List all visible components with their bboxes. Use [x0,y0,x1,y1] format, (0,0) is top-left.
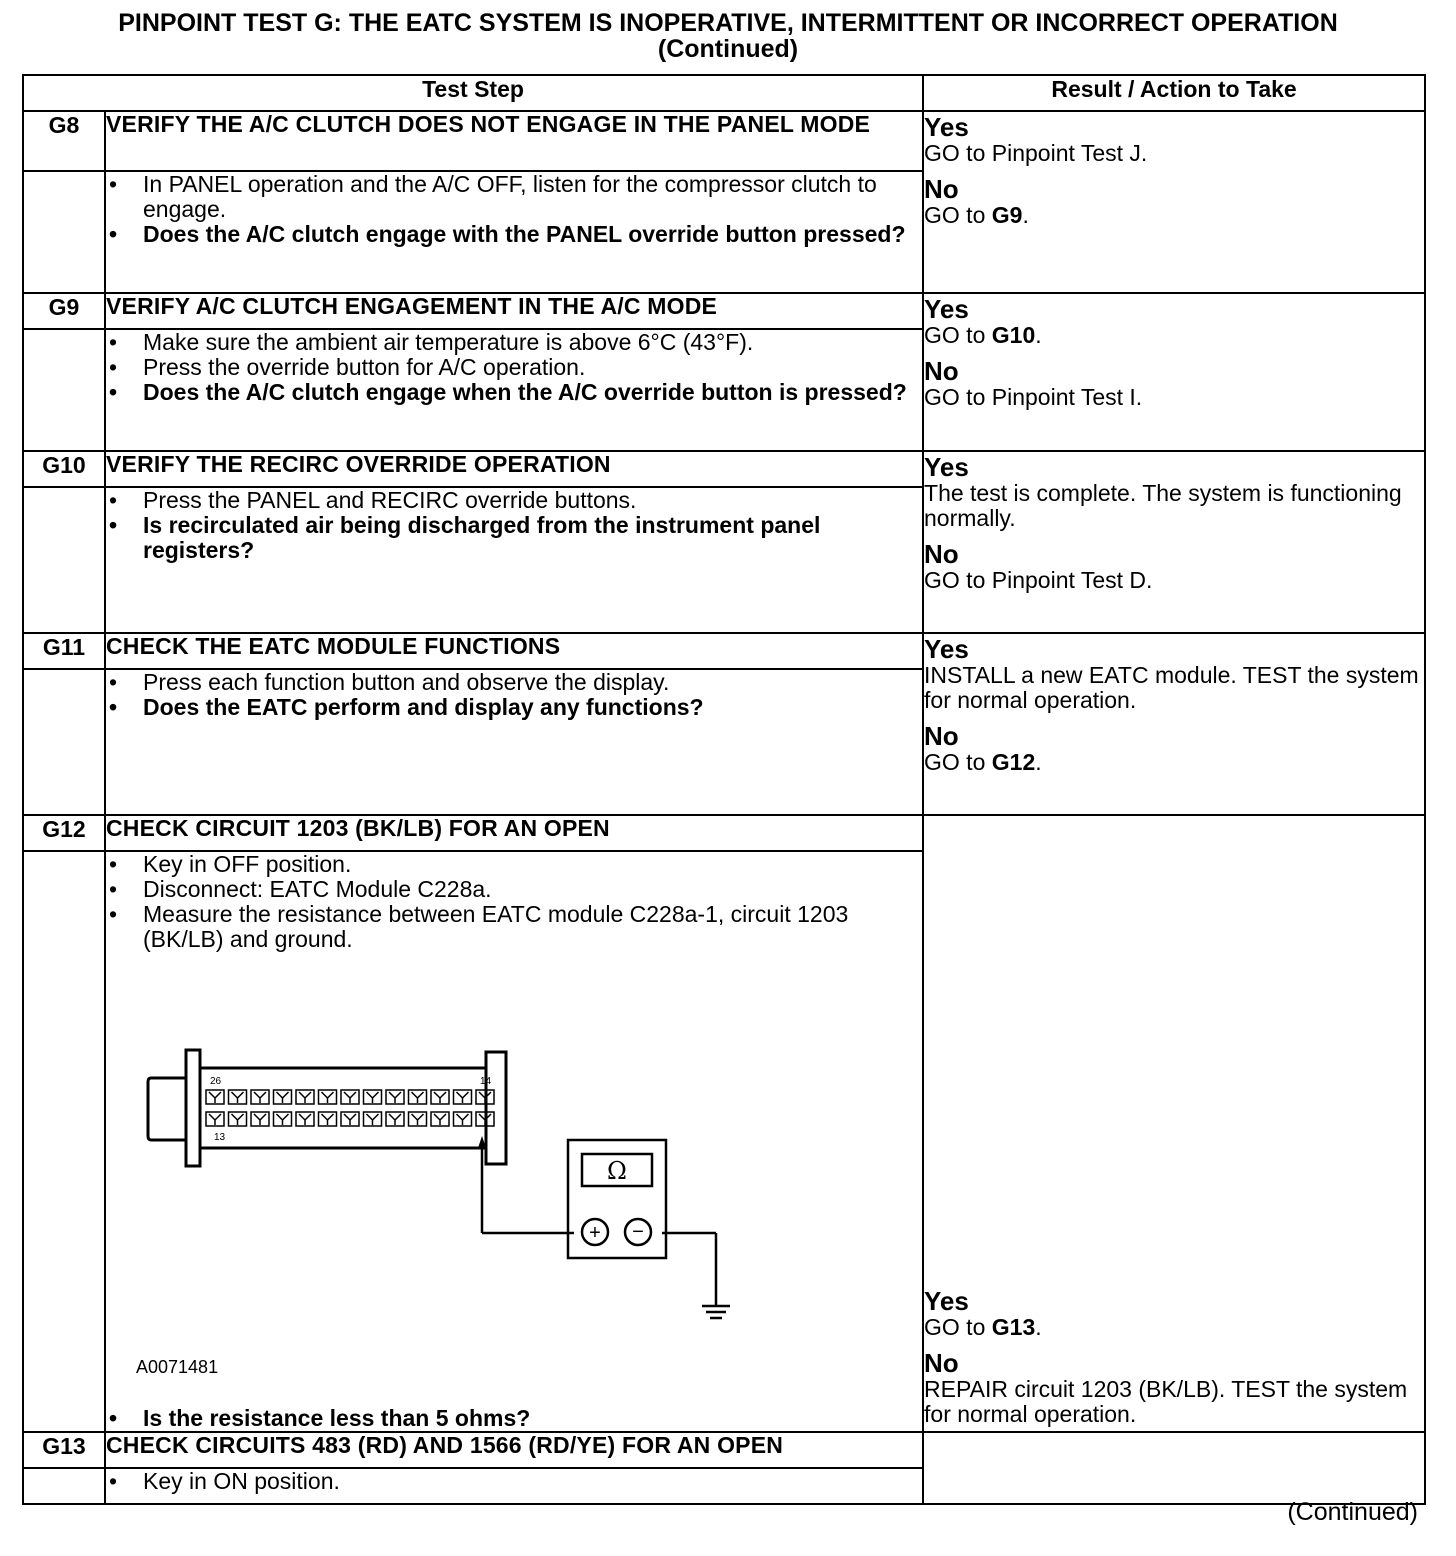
step-id-g11: G11 [23,633,105,669]
step-title-row-g8 [23,111,1425,171]
connector-flange-left [186,1050,200,1166]
yes-label: Yes [924,112,969,142]
connector-pin-contact [232,1092,244,1103]
no-action: GO to G9. [924,202,1029,228]
step-body-g9 [105,329,923,451]
step-id-g12: G12 [23,815,105,851]
yes-action: INSTALL a new EATC module. TEST the system for normal operation. [924,662,1419,713]
col-header-test-step: Test Step [23,75,923,111]
step-id-g13: G13 [23,1432,105,1468]
connector-resistance-diagram [126,1048,746,1348]
no-action: GO to G12. [924,749,1042,775]
connector-pin-contact [412,1114,424,1125]
connector-pin-contact [299,1114,311,1125]
connector-pin-contact [412,1092,424,1103]
step-body-g10 [105,487,923,633]
step-body-g13 [105,1468,923,1504]
connector-pin-contact [232,1114,244,1125]
connector-pin-contact [434,1114,446,1125]
step-title-g13: CHECK CIRCUITS 483 (RD) AND 1566 (RD/YE) FOR AN OPEN [105,1432,923,1468]
step-id-g8: G8 [23,111,105,171]
step-reference: G12 [991,749,1036,775]
result-cell-g12 [923,815,1425,1432]
step-bullet: • Press the PANEL and RECIRC override buttons. [106,488,922,513]
step-title-row-g9 [23,293,1425,329]
step-title-g8: VERIFY THE A/C CLUTCH DOES NOT ENGAGE IN THE PANEL MODE [105,111,923,171]
step-question: • Does the EATC perform and display any functions? [106,695,922,720]
yes-action: GO to Pinpoint Test J. [924,140,1148,166]
result-cell-g11 [923,633,1425,815]
step-title-g12: CHECK CIRCUIT 1203 (BK/LB) FOR AN OPEN [105,815,923,851]
step-reference: G9 [991,202,1023,228]
step-bullet: • Press the override button for A/C operation. [106,355,922,380]
result-cell-g8 [923,111,1425,293]
step-title-row-g13 [23,1432,1425,1468]
connector-pin-contact [299,1092,311,1103]
col-header-result: Result / Action to Take [923,75,1425,111]
meter-positive-terminal: + [589,1222,601,1244]
step-bullet: • Make sure the ambient air temperature is above 6°C (43°F). [106,330,922,355]
connector-pin-contact [277,1114,289,1125]
page-title-line1: PINPOINT TEST G: THE EATC SYSTEM IS INOPERATIVE, INTERMITTENT OR INCORRECT OPERATION [118,9,1338,37]
step-question: • Is the resistance less than 5 ohms? [106,1406,922,1431]
step-title-g11: CHECK THE EATC MODULE FUNCTIONS [105,633,923,669]
connector-pin-contact [254,1114,266,1125]
connector-pin-contact [389,1114,401,1125]
yes-action: The test is complete. The system is functioning normally. [924,480,1402,531]
step-bullet: • Key in ON position. [106,1469,922,1494]
pinpoint-test-table [22,74,1426,1505]
result-cell-g13 [923,1432,1425,1504]
no-action: GO to Pinpoint Test I. [924,384,1143,410]
connector-pin-contact [457,1092,469,1103]
step-title-g10: VERIFY THE RECIRC OVERRIDE OPERATION [105,451,923,487]
connector-latch [148,1078,186,1140]
step-bullet: • Key in OFF position. [106,852,922,877]
connector-pin-contact [367,1114,379,1125]
connector-pin-contact [254,1092,266,1103]
table-header-row [23,75,1425,111]
step-title-row-g10 [23,451,1425,487]
no-label: No [924,539,959,569]
yes-label: Yes [924,634,969,664]
step-reference: G13 [991,1314,1036,1340]
step-id-g9: G9 [23,293,105,329]
connector-pin-contact [209,1114,221,1125]
connector-pin-contact [367,1092,379,1103]
step-body-g11 [105,669,923,815]
no-action: GO to Pinpoint Test D. [924,567,1153,593]
connector-pin-contact [322,1114,334,1125]
result-cell-g9 [923,293,1425,451]
step-bullet: • Press each function button and observe the display. [106,670,922,695]
page-title-line2: (Continued) [657,35,799,63]
meter-negative-terminal: − [632,1221,644,1243]
no-action: REPAIR circuit 1203 (BK/LB). TEST the system for normal operation. [924,1376,1408,1427]
connector-pin-contact [209,1092,221,1103]
figure-id: A0071481 [136,1357,219,1377]
no-label: No [924,1348,959,1378]
step-bullet: • In PANEL operation and the A/C OFF, listen for the compressor clutch to engage. [106,172,922,222]
step-title-g9: VERIFY A/C CLUTCH ENGAGEMENT IN THE A/C MODE [105,293,923,329]
connector-flange-right [486,1052,506,1164]
connector-pin-contact [322,1092,334,1103]
step-bullet: • Measure the resistance between EATC module C228a-1, circuit 1203 (BK/LB) and ground. [106,902,922,952]
step-question: • Does the A/C clutch engage when the A/C override button is pressed? [106,380,922,405]
connector-pin-contact [344,1092,356,1103]
pin-label-14: 14 [480,1076,492,1087]
connector-pins [206,1090,494,1126]
no-label: No [924,356,959,386]
connector-pin-contact [277,1092,289,1103]
yes-action: GO to G10. [924,322,1042,348]
yes-label: Yes [924,1286,969,1316]
pin-label-13: 13 [214,1132,226,1143]
yes-label: Yes [924,294,969,324]
connector-pin-contact [434,1092,446,1103]
step-body-g8 [105,171,923,293]
result-cell-g10 [923,451,1425,633]
step-bullet: • Disconnect: EATC Module C228a. [106,877,922,902]
page-title [0,10,1456,62]
continued-footer: (Continued) [1287,1498,1418,1526]
step-question: • Does the A/C clutch engage with the PANEL override button pressed? [106,222,922,247]
connector-pin-contact [389,1092,401,1103]
step-title-row-g11 [23,633,1425,669]
ohm-symbol: Ω [607,1157,627,1185]
yes-label: Yes [924,452,969,482]
no-label: No [924,721,959,751]
connector-pin-contact [457,1114,469,1125]
step-reference: G10 [991,322,1036,348]
no-label: No [924,174,959,204]
step-id-g10: G10 [23,451,105,487]
step-body-g12 [105,851,923,1432]
connector-pin-contact [344,1114,356,1125]
pin-label-26: 26 [210,1076,222,1087]
yes-action: GO to G13. [924,1314,1042,1340]
step-question: • Is recirculated air being discharged from the instrument panel registers? [106,513,922,563]
step-title-row-g12 [23,815,1425,851]
